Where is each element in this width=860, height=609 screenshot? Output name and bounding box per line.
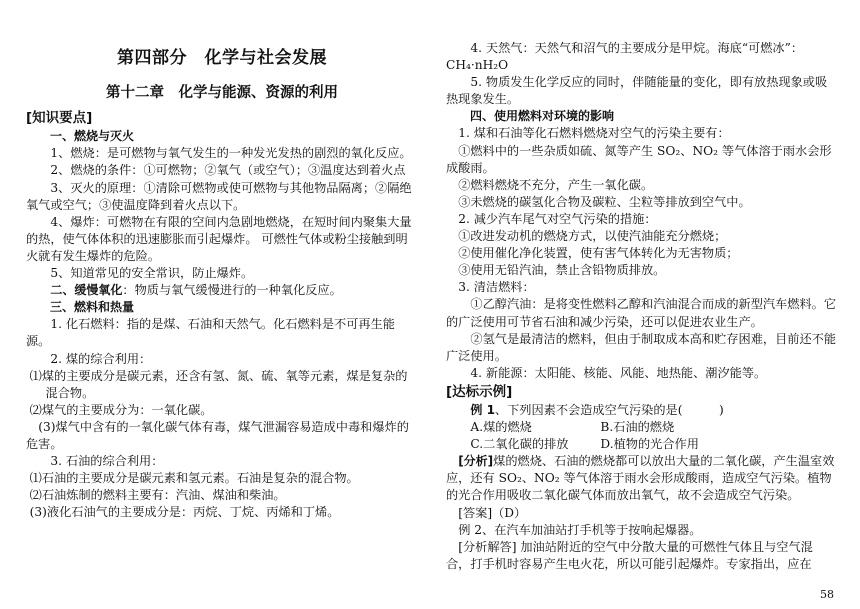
pollution-item-3: ③未燃烧的碳氢化合物及碳粒、尘粒等排放到空气中。: [458, 194, 751, 209]
oil-item-1: ⑴石油的主要成分是碳元素和氢元素。石油是复杂的混合物。: [29, 471, 359, 486]
sec1-item-2: 2、燃烧的条件：①可燃物；②氧气（或空气）；③温度达到着火点: [50, 163, 406, 178]
option-b: B.石油的燃烧: [600, 420, 675, 435]
example1-options-row2: [446, 436, 836, 453]
oil-item-3: (3)液化石油气的主要成分是：丙烷、丁烷、丙烯和丁烯。: [29, 505, 340, 520]
section2-title: 二、缓慢氧化: [50, 283, 123, 298]
coal-item-2: ⑵煤气的主要成分为：一氧化碳。: [29, 402, 213, 417]
example1-options-row1: [446, 419, 836, 436]
sec1-item-1: 1、燃烧：是可燃物与氧气发生的一种发光发热的剧烈的氧化反应。: [50, 146, 412, 161]
pollution-item-2: ②燃料燃烧不充分，产生一氧化碳。: [458, 177, 654, 192]
example1-analysis: [446, 453, 836, 504]
sec3-item-1: 1. 化石燃料：指的是煤、石油和天然气。化石燃料是不可再生能源。: [26, 317, 395, 349]
example1-answer: [答案]（D）: [458, 505, 527, 520]
example1-label: 例 1: [470, 402, 495, 417]
knowledge-heading: [知识要点]: [26, 110, 93, 127]
clean-fuel-ethanol: ①乙醇汽油：是将变性燃料乙醇和汽油混合而成的新型汽车燃料。它的广泛使用可节省石油和减少污染，还可以促进农业生产。: [446, 297, 837, 329]
sec1-item-5: 5、知道常见的安全常识，防止爆炸。: [50, 266, 254, 281]
chapter-title: 第十二章 化学与能源、资源的利用: [106, 85, 338, 102]
option-a: A.煤的燃烧: [470, 420, 532, 435]
measure-item-3: ③使用无铅汽油，禁止含铅物质排放。: [458, 263, 666, 278]
section3-title: 三、燃料和热量: [50, 300, 135, 315]
measure-item-1: ①改进发动机的燃烧方式，以使汽油能充分燃烧；: [458, 229, 727, 244]
pollution-intro: 1. 煤和石油等化石燃料燃烧对空气的污染主要有：: [458, 126, 730, 141]
option-d: D.植物的光合作用: [600, 437, 699, 452]
natural-gas-line-1: 4. 天然气：天然气和沼气的主要成分是甲烷。海底“可燃冰”：: [470, 41, 804, 55]
new-energy: 4. 新能源：太阳能、核能、风能、地热能、潮汐能等。: [470, 365, 767, 380]
sec1-item-4: 4、爆炸：可燃物在有限的空间内急剧地燃烧，在短时间内聚集大量的热，使气体体积的迅速膨胀而引起爆炸。 可燃性气体或粉尘接触到明火就有发生爆炸的危险。: [26, 214, 412, 263]
sec3-item-3: 3. 石油的综合利用：: [50, 454, 164, 469]
section2: [26, 282, 418, 299]
example2-analysis: [分析解答] 加油站附近的空气中分散大量的可燃性气体且与空气混合，打手机时容易产生电火花，所以可能引起爆炸。专家指出，应在: [446, 539, 813, 571]
energy-change: 5. 物质发生化学反应的同时，伴随能量的变化，即有放热现象或吸热现象发生。: [446, 75, 828, 107]
clean-fuel-hydrogen: ②氢气是最清洁的燃料，但由于制取成本高和贮存困难，目前还不能广泛使用。: [446, 331, 837, 363]
page-number: 58: [820, 588, 834, 601]
right-column: [446, 40, 836, 573]
clean-fuel-intro: 3. 清洁燃料：: [458, 280, 535, 295]
sec3-item-2: 2. 煤的综合利用：: [50, 351, 152, 366]
section4-title: 四、使用燃料对环境的影响: [470, 109, 615, 124]
coal-item-1: ⑴煤的主要成分是碳元素，还含有氢、氮、硫、氧等元素，煤是复杂的混合物。: [29, 368, 408, 400]
natural-gas-line-2: CH₄·nH₂O: [446, 58, 509, 73]
left-column: [26, 40, 418, 521]
analysis-text: 煤的燃烧、石油的燃烧都可以放出大量的二氧化碳，产生温室效应，还有 SO₂、NO₂ 等气体溶于雨水会形成酸雨，造成空气污染。植物的光合作用吸收二氧化碳气体而放出氧气，故不会造成空气污染。: [446, 454, 835, 503]
example1-text: 、下列因素不会造成空气污染的是( ): [494, 402, 724, 417]
oil-item-2: ⑵石油炼制的燃料主要有：汽油、煤油和柴油。: [29, 488, 286, 503]
example1-question: [446, 402, 836, 419]
example2-question: 例 2、在汽车加油站打手机等于按响起爆器。: [458, 522, 702, 537]
option-c: C.二氧化碳的排放: [470, 437, 569, 452]
pollution-item-1: ①燃料中的一些杂质如硫、氮等产生 SO₂、NO₂ 等气体溶于雨水会形成酸雨。: [446, 143, 832, 175]
part-title: 第四部分 化学与社会发展: [117, 48, 327, 68]
section2-text: ：物质与氧气缓慢进行的一种氧化反应。: [122, 283, 342, 298]
analysis-label: [分析]: [458, 454, 494, 469]
sec1-item-3: 3、灭火的原理：①清除可燃物或使可燃物与其他物品隔离；②隔绝氧气或空气；③使温度降到着火点以下。: [26, 180, 412, 212]
section1-title: 一、燃烧与灭火: [50, 129, 135, 144]
measures-intro: 2. 减少汽车尾气对空气污染的措施：: [458, 211, 657, 226]
coal-item-3: (3)煤气中含有的一氧化碳气体有毒，煤气泄漏容易造成中毒和爆炸的危害。: [26, 419, 409, 451]
example-heading: [达标示例]: [446, 383, 513, 400]
measure-item-2: ②使用催化净化装置，使有害气体转化为无害物质；: [458, 246, 739, 261]
